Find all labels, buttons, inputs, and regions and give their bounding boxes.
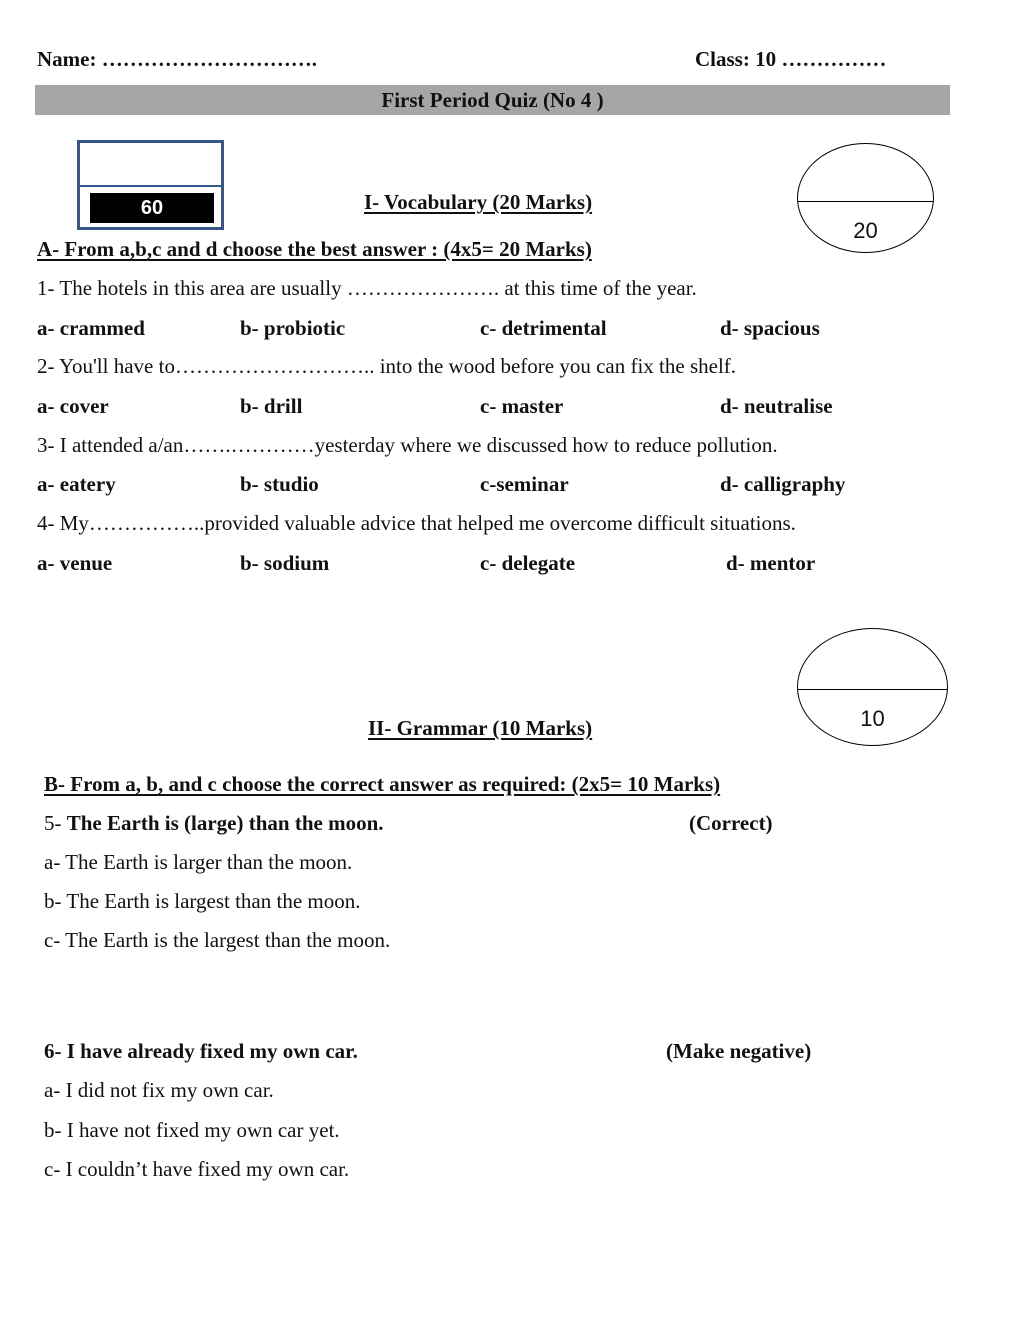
- q4-option-a[interactable]: a- venue: [37, 551, 113, 575]
- question-6-task: (Make negative): [666, 1039, 812, 1063]
- q6-option-b[interactable]: b- I have not fixed my own car yet.: [44, 1118, 340, 1142]
- q5-option-b[interactable]: b- The Earth is largest than the moon.: [44, 889, 361, 913]
- question-3-stem: 3- I attended a/an…….…………yesterday where we discussed how to reduce pollution.: [37, 433, 778, 457]
- question-1-stem: 1- The hotels in this area are usually …………………. at this time of the year.: [37, 276, 697, 300]
- q3-option-a[interactable]: a- eatery: [37, 472, 116, 496]
- q2-option-a[interactable]: a- cover: [37, 394, 109, 418]
- q6-option-c[interactable]: c- I couldn’t have fixed my own car.: [44, 1157, 350, 1181]
- grammar-heading: II- Grammar (10 Marks): [368, 716, 593, 740]
- q3-option-d[interactable]: d- calligraphy: [720, 472, 846, 496]
- total-score: 60: [90, 193, 214, 223]
- q2-option-d[interactable]: d- neutralise: [720, 394, 833, 418]
- grammar-section-mark: 10: [860, 706, 885, 731]
- oval-divider: [798, 201, 933, 202]
- question-5-task: (Correct): [689, 811, 773, 835]
- q2-option-c[interactable]: c- master: [480, 394, 564, 418]
- question-5-stem: [44, 811, 384, 836]
- name-field-label: Name: ………………………….: [37, 47, 317, 71]
- quiz-title: First Period Quiz (No 4 ): [35, 85, 950, 115]
- q6-option-a[interactable]: a- I did not fix my own car.: [44, 1078, 274, 1102]
- q1-option-d[interactable]: d- spacious: [720, 316, 820, 340]
- q1-option-b[interactable]: b- probiotic: [240, 316, 346, 340]
- total-score-box: [77, 140, 224, 230]
- q4-option-d[interactable]: d- mentor: [726, 551, 816, 575]
- oval-divider: [798, 689, 947, 690]
- question-6-stem: 6- I have already fixed my own car.: [44, 1039, 358, 1063]
- vocabulary-instruction: A- From a,b,c and d choose the best answer : (4x5= 20 Marks): [37, 237, 592, 261]
- q3-option-b[interactable]: b- studio: [240, 472, 319, 496]
- question-5-number: 5-: [44, 811, 67, 835]
- q2-option-b[interactable]: b- drill: [240, 394, 303, 418]
- q1-option-c[interactable]: c- detrimental: [480, 316, 607, 340]
- question-5-sentence: The Earth is (large) than the moon.: [66, 811, 384, 835]
- q5-option-c[interactable]: c- The Earth is the largest than the moon.: [44, 928, 391, 952]
- grammar-instruction: B- From a, b, and c choose the correct answer as required: (2x5= 10 Marks): [44, 772, 721, 796]
- question-4-stem: 4- My……………..provided valuable advice that helped me overcome difficult situations.: [37, 511, 796, 535]
- class-field-label: Class: 10 ……………: [695, 47, 887, 71]
- q4-option-c[interactable]: c- delegate: [480, 551, 576, 575]
- vocabulary-heading: I- Vocabulary (20 Marks): [364, 190, 593, 214]
- question-2-stem: 2- You'll have to……………………….. into the wood before you can fix the shelf.: [37, 354, 737, 378]
- q5-option-a[interactable]: a- The Earth is larger than the moon.: [44, 850, 353, 874]
- q4-option-b[interactable]: b- sodium: [240, 551, 330, 575]
- score-box-divider: [80, 185, 221, 187]
- q1-option-a[interactable]: a- crammed: [37, 316, 145, 340]
- vocabulary-score-oval: [797, 143, 934, 253]
- q3-option-c[interactable]: c-seminar: [480, 472, 569, 496]
- vocabulary-section-mark: 20: [853, 218, 878, 243]
- grammar-score-oval: [797, 628, 948, 746]
